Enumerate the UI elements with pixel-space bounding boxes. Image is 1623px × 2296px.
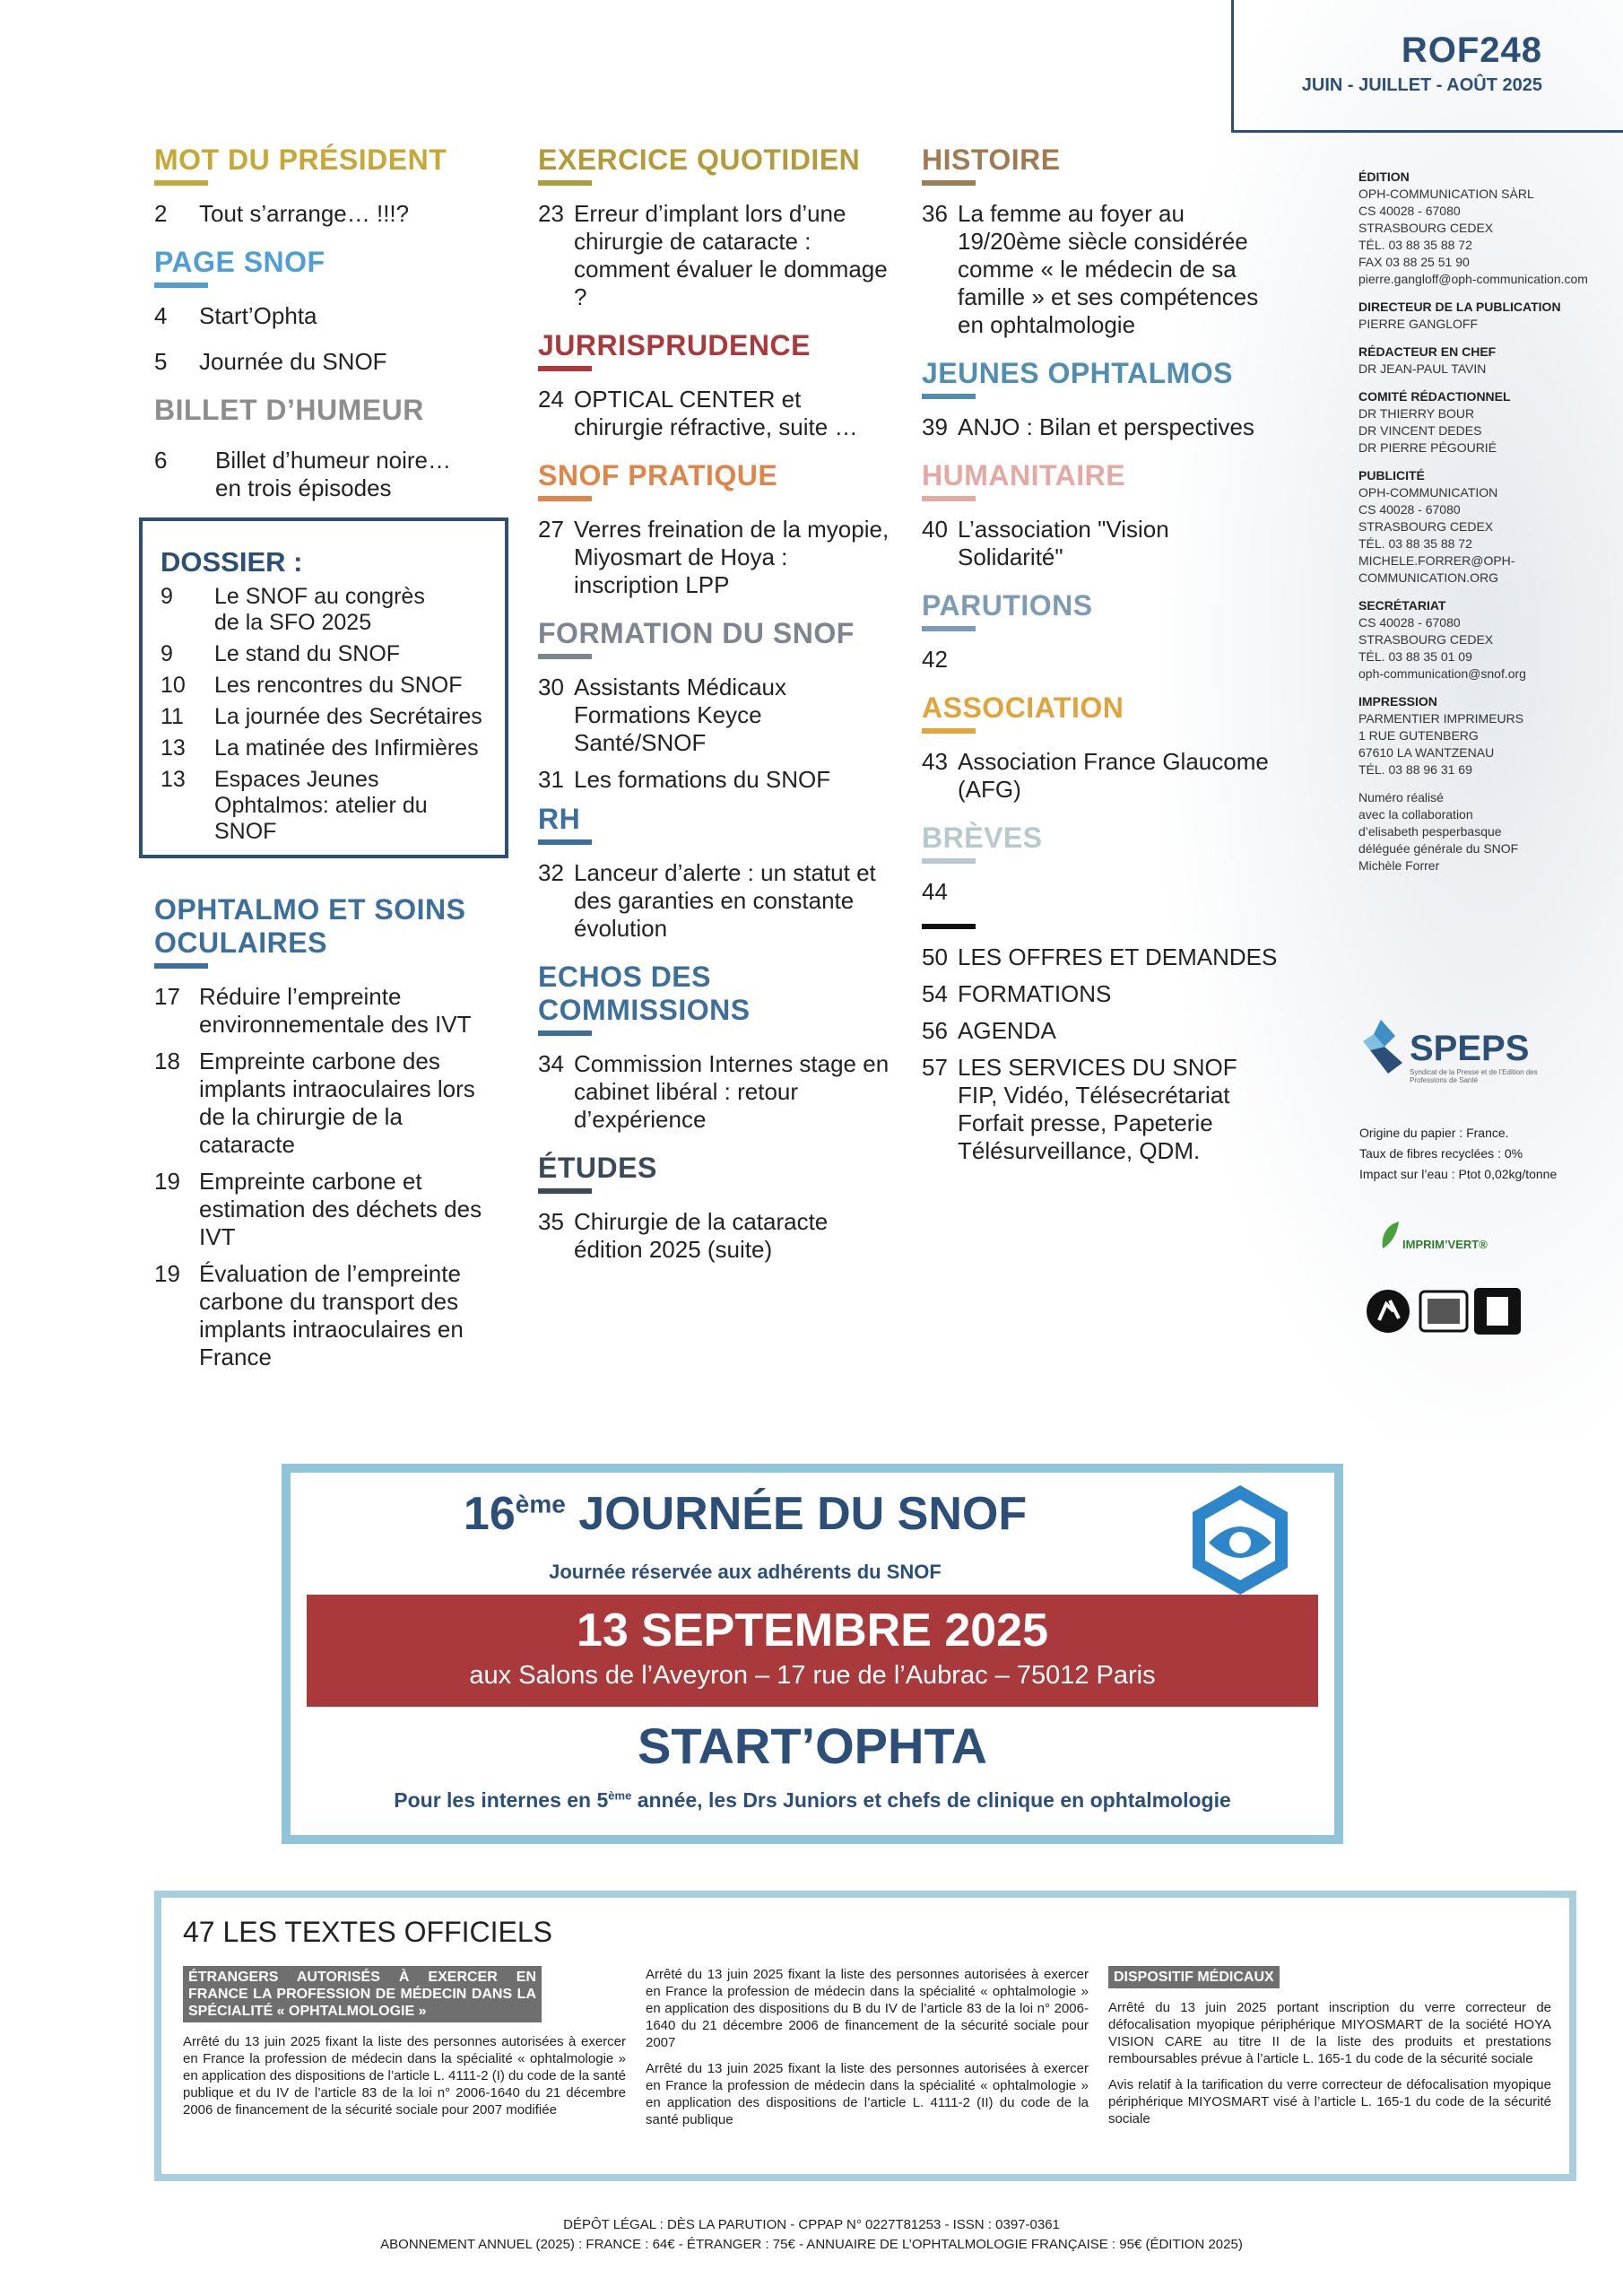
toc-item[interactable] [922,646,1280,674]
article-title: Espaces Jeunes Ophtalmos: atelier du SNOF [214,767,428,844]
section-title: SNOF PRATIQUE [538,459,778,491]
page-number: 54 [922,980,948,1007]
textes-officiels-box [154,1891,1576,2181]
section-title: ÉTUDES [538,1152,657,1184]
page-number: 9 [161,584,173,609]
section-bar [538,496,592,501]
page-number: 43 [922,748,948,775]
recycle-icon [1363,1284,1524,1338]
article-title: L’association "Vision Solidarité" [958,516,1169,570]
toc-item[interactable] [538,516,897,599]
masthead-label: RÉDACTEUR EN CHEF [1358,344,1497,359]
masthead-value: PIERRE GANGLOFF [1358,317,1479,331]
section-bar [154,963,208,969]
footer-legal: DÉPÔT LÉGAL : DÈS LA PARUTION - CPPAP N° 0227T81253 - ISSN : 0397-0361 [563,2217,1060,2232]
toc-item[interactable] [922,516,1280,571]
dossier-title: DOSSIER : [161,546,303,578]
page-number: 18 [154,1048,180,1074]
toc-item[interactable] [922,1054,1280,1165]
section-title: JEUNES OPHTALMOS [922,357,1233,389]
page-number: 57 [922,1054,948,1081]
masthead-group [1358,344,1601,378]
paper-origin: Origine du papier : France. [1359,1126,1509,1140]
article-title: Évaluation de l’empreinte carbone du transport des implants intraoculaires en France [199,1260,464,1370]
section-title: BRÈVES [922,822,1043,854]
toc-item[interactable] [538,200,897,311]
article-title: Billet d’humeur noire… en trois épisodes [215,447,452,501]
officiels-text: Avis relatif à la tarification du verre correcteur de défocalisation myopique périphérique MIYOSMART visé à l’article L. 165-1 du code de la sécurité sociale [1108,2077,1551,2126]
page-number: 44 [922,878,948,905]
masthead-value: DR THIERRY BOUR DR VINCENT DEDES DR PIERRE PÉGOURIÉ [1358,406,1497,455]
journee-snof-banner[interactable] [282,1464,1343,1844]
page-number: 2 [154,200,168,227]
page-number: 32 [538,859,564,886]
section-bar [538,366,592,371]
article-title: Association France Glaucome (AFG) [958,748,1269,803]
article-title: Empreinte carbone des implants intraoculaires lors de la chirurgie de la cataracte [199,1048,475,1158]
officiels-tag: ÉTRANGERS AUTORISÉS À EXERCER EN FRANCE LA PROFESSION DE MÉDECIN DANS LA SPÉCIALITÉ « OPHTALMOLOGIE » [183,1966,542,2022]
article-title: Les rencontres du SNOF [214,673,463,698]
page-number: 42 [922,646,948,673]
toc-item[interactable] [922,200,1280,339]
section-title: RH [538,803,581,835]
article-title: Start’Ophta [199,302,317,329]
toc-item[interactable] [161,735,489,761]
page-number: 11 [161,704,184,729]
officiels-tag: DISPOSITIF MÉDICAUX [1108,1966,1280,1988]
page-number: 5 [154,348,168,375]
paper-info [1359,1123,1557,1185]
masthead [1358,169,1601,885]
page-number: 40 [922,516,948,543]
article-title [958,646,1280,674]
toc-item[interactable] [922,878,1280,906]
page-number: 9 [161,641,173,666]
page-number: 10 [161,673,186,698]
section-bar [538,180,592,186]
toc-column-2 [538,144,897,1282]
article-title: Le SNOF au congrès de la SFO 2025 [214,584,425,635]
officiels-col-3 [1108,1966,1551,2136]
article-title: Assistants Médicaux Formations Keyce Santé/SNOF [574,674,786,756]
section-bar [154,283,208,288]
banner-title: 16ème JOURNÉE DU SNOF [463,1488,1028,1540]
recycling-logos [1363,1284,1524,1338]
page-number: 31 [538,766,564,793]
officiels-text: Arrêté du 13 juin 2025 fixant la liste des personnes autorisées à exercer en France la profession de médecin dans la spécialité « ophtalmologie » en application des dispositions du B du IV de l’article 83 de la loi n° 2006-1640 du 21 décembre 2006 de financement de la sécurité sociale pour 2007 [646,1967,1089,2050]
section-bar [538,839,592,845]
page-number: 27 [538,516,564,543]
page-number: 34 [538,1050,564,1077]
section-bar [538,1031,592,1036]
article-title: LES SERVICES DU SNOF FIP, Vidéo, Télésecrétariat Forfait presse, Papeterie Télésurveillance, QDM. [958,1054,1237,1164]
section-bar [922,394,976,399]
article-title: ANJO : Bilan et perspectives [958,413,1254,440]
section-title: JURRISPRUDENCE [538,329,811,361]
section-bar [922,496,976,501]
speps-icon [1363,1018,1417,1081]
section-bar [922,728,976,734]
officiels-text: Arrêté du 13 juin 2025 portant inscription du verre correcteur de défocalisation myopique périphérique MIYOSMART de la société HOYA VISION CARE au titre II de la liste des produits et prestations remboursables prévue à l’article L. 165-1 du code de la sécurité sociale [1108,2000,1551,2066]
masthead-group [1358,693,1601,778]
speps-name: SPEPS [1410,1029,1530,1068]
section-bar [154,180,208,186]
masthead-group [1358,789,1601,874]
section-bar [538,654,592,659]
section-bar [922,924,976,929]
page-number: 35 [538,1208,564,1235]
toc-column-1-lower [154,893,513,1389]
officiels-text: Arrêté du 13 juin 2025 fixant la liste des personnes autorisées à exercer en France la profession de médecin dans la spécialité « ophtalmologie » en application des dispositions de l’article L. 4111-2 (II) du code de la santé publique [646,2061,1089,2127]
article-title [958,878,1280,906]
page-number: 13 [161,767,186,792]
page-number: 13 [161,735,186,761]
page-number: 19 [154,1168,180,1195]
masthead-group [1358,467,1601,587]
section-bar [922,180,976,186]
article-title: Verres freination de la myopie, Miyosmart de Hoya : inscription LPP [574,516,890,598]
officiels-text: Arrêté du 13 juin 2025 fixant la liste des personnes autorisées à exercer en France la profession de médecin dans la spécialité « ophtalmologie » en application des dispositions de l’article L. 4111-2 (I) du code de la santé publique et du IV de l’article 83 de la loi n° 2006-1640 du 21 décembre 2006 de financement de la sécurité sociale pour 2007 modifiée [183,2034,626,2118]
toc-item[interactable] [538,1050,897,1134]
article-title: Réduire l’empreinte environnementale des IVT [199,983,472,1038]
page-number: 30 [538,674,564,700]
article-title: AGENDA [958,1017,1056,1044]
masthead-value: PARMENTIER IMPRIMEURS 1 RUE GUTENBERG 67610 LA WANTZENAU TÉL. 03 88 96 31 69 [1358,711,1524,777]
officiels-col-2 [646,1966,1089,2137]
masthead-group [1358,169,1601,288]
section-title: OPHTALMO ET SOINS OCULAIRES [154,893,466,959]
toc-item[interactable] [922,748,1280,804]
masthead-group [1358,299,1601,333]
dossier-box [139,517,508,858]
page-number: 56 [922,1017,948,1044]
article-title: Journée du SNOF [199,348,387,375]
page-number: 39 [922,413,948,440]
toc-item[interactable] [161,584,489,636]
article-title: Commission Internes stage en cabinet libéral : retour d’expérience [574,1050,890,1133]
article-title: Le stand du SNOF [214,641,401,666]
speps-subtitle: Syndicat de la Presse et de l’Edition des Professions de Santé [1410,1068,1538,1084]
toc-item[interactable] [154,302,513,330]
masthead-group [1358,597,1601,683]
section-title: PARUTIONS [922,589,1093,622]
section-bar [922,626,976,631]
issue-header [1231,0,1623,133]
article-title: Chirurgie de la cataracte édition 2025 (suite) [574,1208,829,1263]
toc-column-3 [922,144,1280,1174]
toc-item[interactable] [922,944,1280,971]
section-title: HUMANITAIRE [922,459,1126,491]
article-title: Empreinte carbone et estimation des déchets des IVT [199,1168,482,1250]
article-title: OPTICAL CENTER et chirurgie réfractive, suite … [574,386,858,440]
toc-column-1 [154,144,513,520]
toc-item[interactable] [922,980,1280,1008]
imprim-vert-label: IMPRIM’VERT® [1402,1238,1488,1251]
toc-item[interactable] [538,859,897,943]
masthead-label: PUBLICITÉ [1358,468,1425,483]
masthead-label: COMITÉ RÉDACTIONNEL [1358,389,1511,404]
snof-logo-icon [1187,1483,1293,1596]
section-title: MOT DU PRÉSIDENT [154,144,447,176]
page-number: 17 [154,983,180,1010]
section-title: FORMATION DU SNOF [538,617,855,649]
banner-subtitle: Journée réservée aux adhérents du SNOF [549,1561,942,1583]
page-number: 24 [538,386,564,413]
masthead-label: IMPRESSION [1358,694,1437,709]
section-title: BILLET D’HUMEUR [154,394,424,426]
toc-item[interactable] [154,1048,513,1159]
masthead-value: OPH-COMMUNICATION SÀRL CS 40028 - 67080 STRASBOURG CEDEX TÉL. 03 88 35 88 72 FAX 03 88 25 51 90 pierre.gangloff@oph-communication.com [1358,187,1588,286]
toc-item[interactable] [538,1208,897,1264]
event-place: aux Salons de l’Aveyron – 17 rue de l’Aubrac – 75012 Paris [469,1661,1156,1690]
page-number: 4 [154,302,168,329]
masthead-label: DIRECTEUR DE LA PUBLICATION [1358,300,1561,314]
article-title: Lanceur d’alerte : un statut et des garanties en constante évolution [574,859,876,942]
article-title: LES OFFRES ET DEMANDES [958,944,1278,970]
section-title: ECHOS DES COMMISSIONS [538,961,751,1026]
page-number: 6 [154,447,168,474]
paper-fibres: Taux de fibres recyclées : 0% [1359,1146,1523,1161]
toc-item[interactable] [161,673,489,699]
section-bar [538,1188,592,1194]
toc-item[interactable] [161,767,489,845]
masthead-group [1358,388,1601,457]
article-title: Les formations du SNOF [574,766,831,793]
page-number: 36 [922,200,948,227]
article-title: La femme au foyer au 19/20ème siècle considérée comme « le médecin de sa famille » et ses compétences en ophtalmologie [958,200,1259,338]
toc-item[interactable] [154,447,513,502]
article-title: La matinée des Infirmières [214,735,479,761]
section-title: PAGE SNOF [154,246,325,278]
page-number: 50 [922,944,948,970]
issue-date: JUIN - JUILLET - AOÛT 2025 [1301,75,1542,95]
toc-item[interactable] [922,413,1280,441]
paper-water: Impact sur l’eau : Ptot 0,02kg/tonne [1359,1167,1558,1181]
toc-item[interactable] [922,1017,1280,1045]
masthead-value: DR JEAN-PAUL TAVIN [1358,361,1487,376]
article-title: Tout s’arrange… !!!? [199,200,410,227]
masthead-value: OPH-COMMUNICATION CS 40028 - 67080 STRASBOURG CEDEX TÉL. 03 88 35 88 72 MICHELE.FORRER@OPH-COMMUNICATION.ORG [1358,485,1515,585]
toc-item[interactable] [154,1168,513,1251]
toc-item[interactable] [154,348,513,376]
officiels-title: 47 LES TEXTES OFFICIELS [183,1916,552,1948]
masthead-value: Numéro réalisé avec la collaboration d’elisabeth pesperbasque déléguée générale du SNOF Michèle Forrer [1358,790,1519,873]
startophta-title: START’OPHTA [638,1718,987,1774]
toc-item[interactable] [154,1260,513,1371]
section-bar [922,858,976,864]
toc-item[interactable] [538,674,897,757]
officiels-col-1 [183,1966,626,2127]
startophta-subtitle: Pour les internes en 5ème année, les Drs Juniors et chefs de clinique en ophtalmologie [394,1788,1231,1812]
toc-item[interactable] [538,766,897,794]
footer-subscription: ABONNEMENT ANNUEL (2025) : FRANCE : 64€ - ÉTRANGER : 75€ - ANNUAIRE DE L’OPHTALMOLOGIE FRANÇAISE : 95€ (ÉDITION 2025) [380,2237,1243,2252]
leaf-icon [1379,1220,1401,1250]
issue-number: ROF248 [1401,30,1542,70]
section-title: EXERCICE QUOTIDIEN [538,144,861,176]
page-number: 19 [154,1260,180,1287]
masthead-value: CS 40028 - 67080 STRASBOURG CEDEX TÉL. 03 88 35 01 09 oph-communication@snof.org [1358,615,1526,681]
section-title: HISTOIRE [922,144,1061,176]
toc-item[interactable] [161,641,489,667]
masthead-label: ÉDITION [1358,170,1410,184]
toc-item[interactable] [161,704,489,730]
date-band [307,1595,1318,1707]
masthead-label: SECRÉTARIAT [1358,598,1446,613]
toc-item[interactable] [154,200,513,228]
speps-logo [1363,1018,1560,1085]
page-number: 23 [538,200,564,227]
event-date: 13 SEPTEMBRE 2025 [576,1605,1049,1657]
toc-item[interactable] [538,386,897,441]
article-title: FORMATIONS [958,980,1112,1007]
article-title: La journée des Secrétaires [214,704,482,729]
article-title: Erreur d’implant lors d’une chirurgie de cataracte : comment évaluer le dommage ? [574,200,888,310]
section-title: ASSOCIATION [922,691,1124,724]
toc-item[interactable] [154,983,513,1039]
